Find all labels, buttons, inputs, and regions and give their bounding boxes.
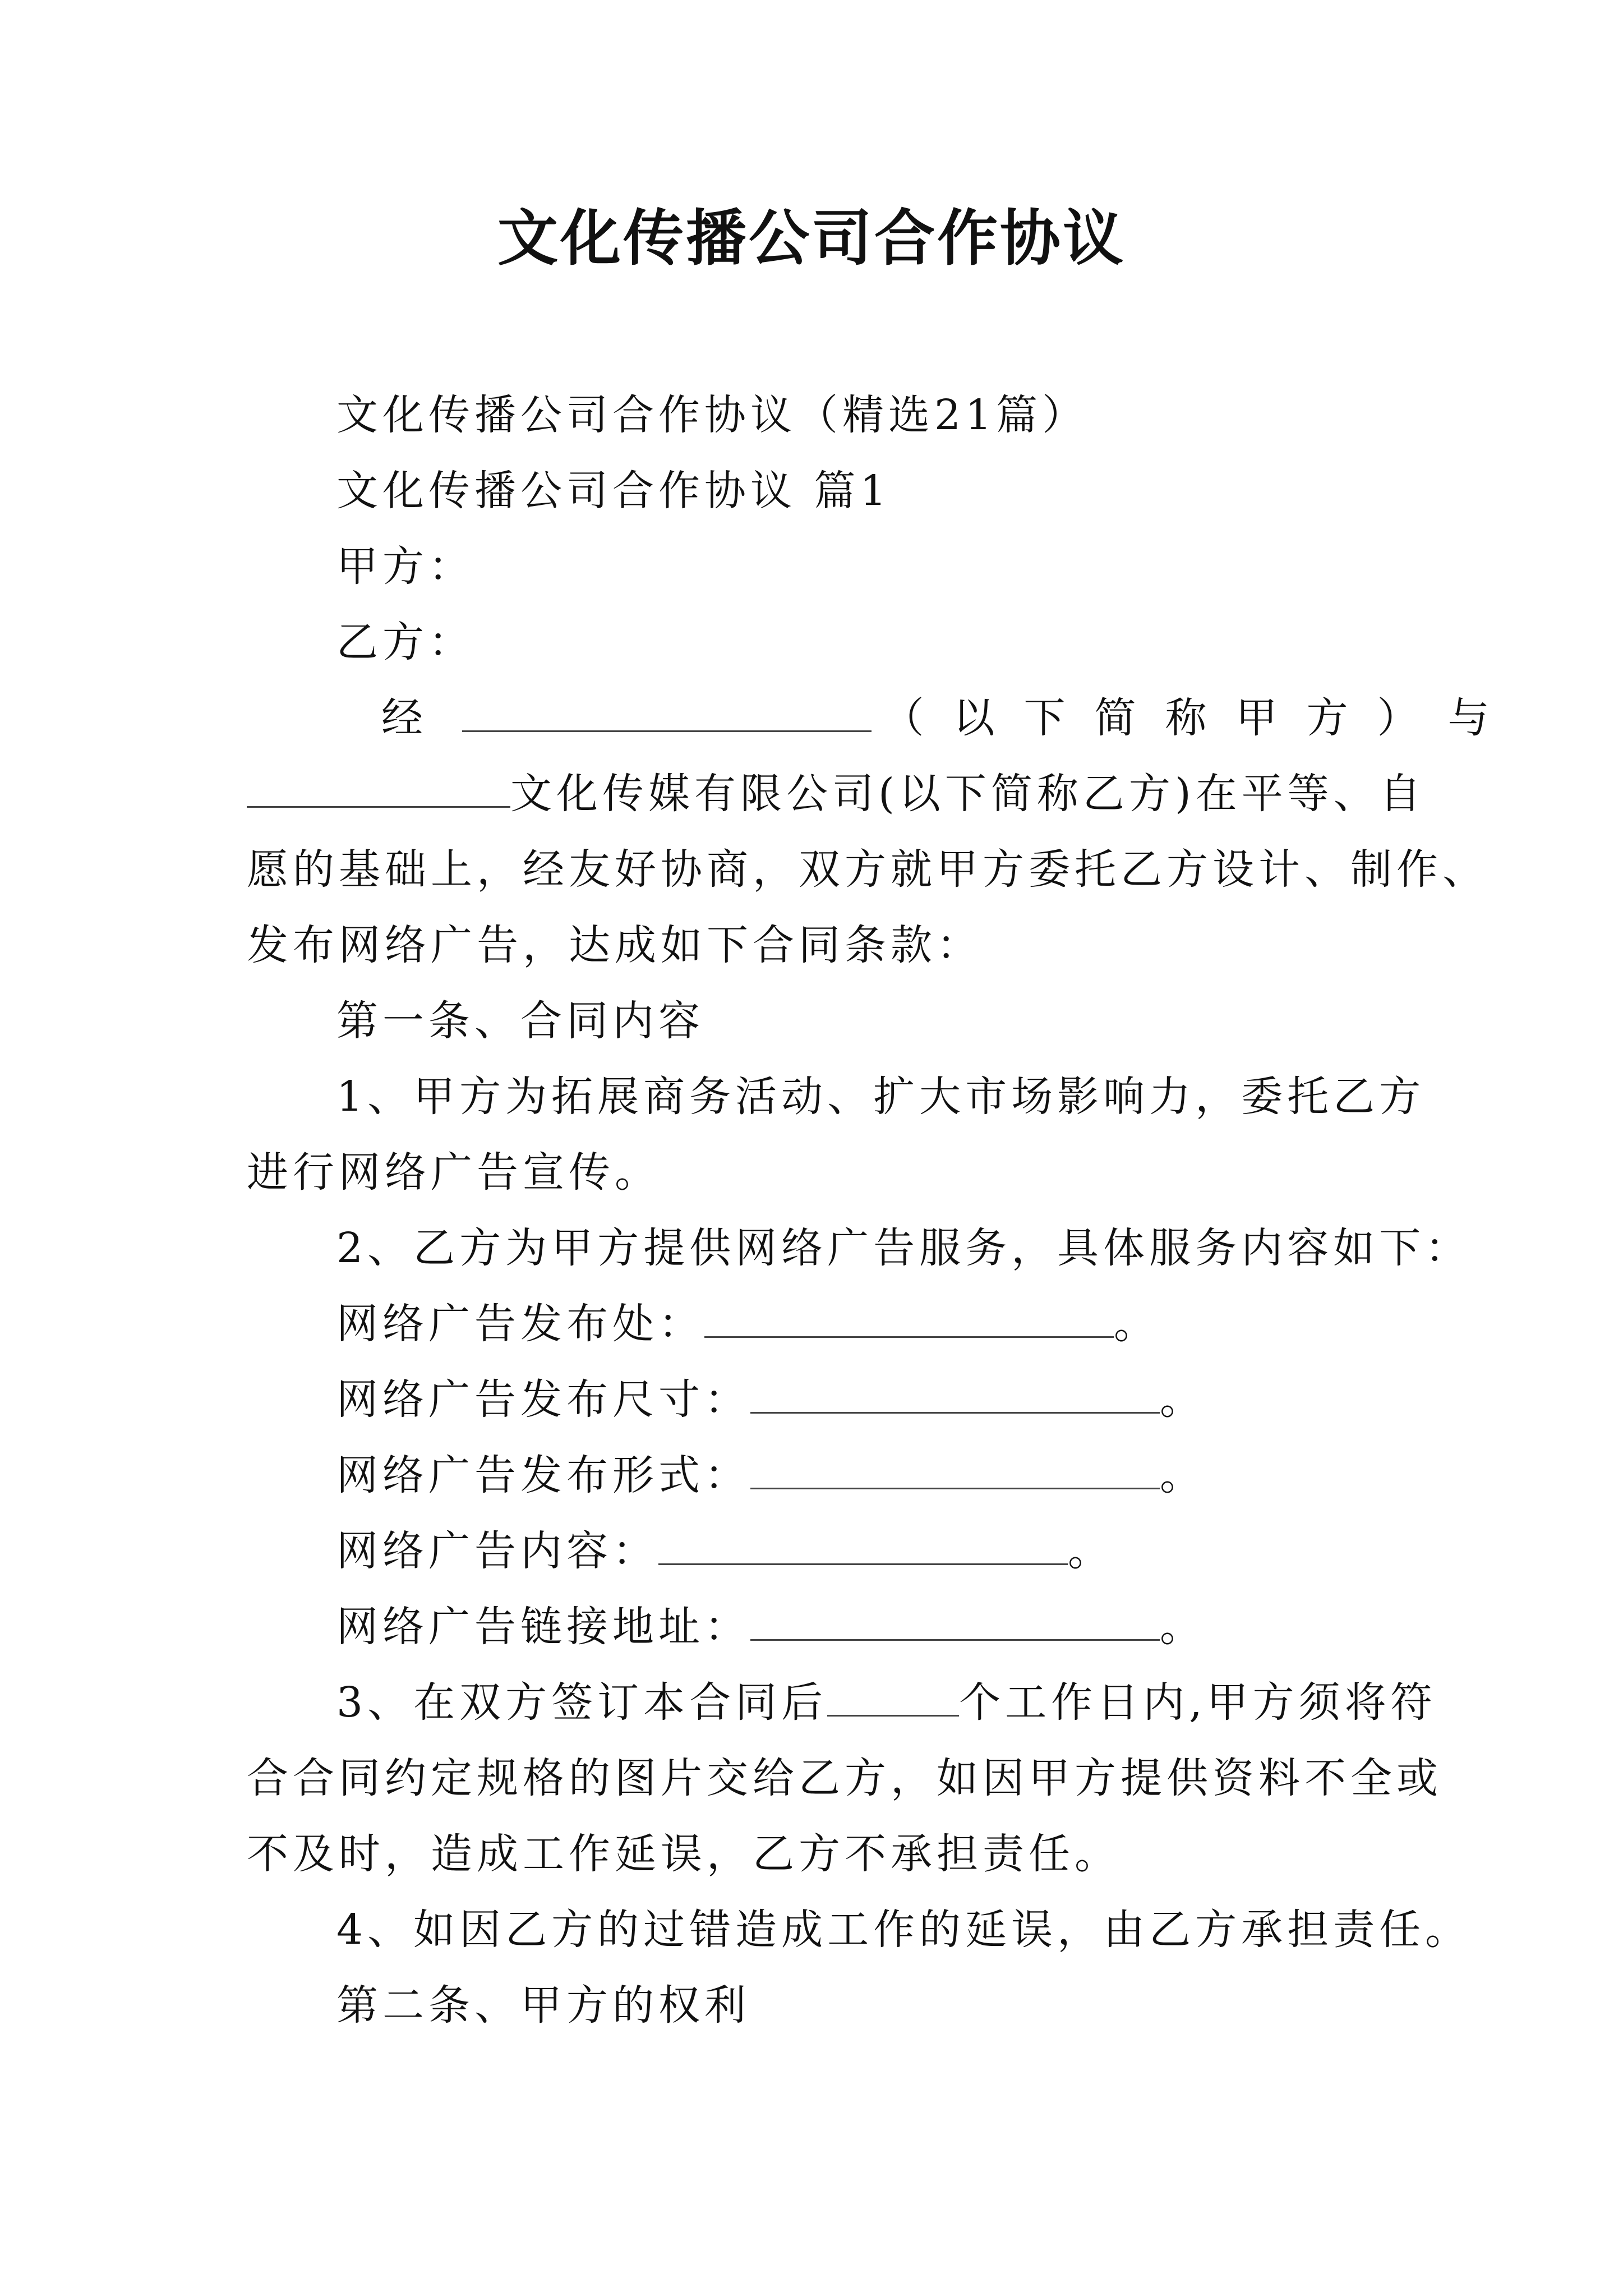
intro-spaced-text: （以下简称甲方）与: [882, 694, 1519, 742]
field-end: 。: [1160, 1375, 1206, 1424]
item-3-line-2: 合合同约定规格的图片交给乙方，如因甲方提供资料不全或: [247, 1754, 1442, 1802]
days-blank: [827, 1674, 959, 1717]
item-1-line-1: 1、甲方为拓展商务活动、扩大市场影响力，委托乙方: [336, 1073, 1426, 1121]
field-end: 。: [1160, 1451, 1206, 1499]
party-a-name-blank: [462, 690, 872, 732]
intro-line-1: [381, 690, 1519, 746]
section-heading: 文化传播公司合作协议 篇1: [336, 467, 891, 515]
field-end: 。: [1114, 1300, 1160, 1348]
field-row: [336, 1523, 1114, 1579]
field-label: 网络广告发布尺寸：: [336, 1375, 750, 1424]
item-3-line-3: 不及时，造成工作延误，乙方不承担责任。: [247, 1830, 1121, 1878]
field-row: [336, 1372, 1206, 1428]
intro-line-2-text: 文化传媒有限公司(以下简称乙方)在平等、自: [510, 770, 1426, 818]
item-2: 2、乙方为甲方提供网络广告服务，具体服务内容如下：: [336, 1224, 1472, 1272]
field-blank: [750, 1447, 1160, 1489]
field-blank: [750, 1372, 1160, 1414]
field-label: 网络广告链接地址：: [336, 1603, 750, 1651]
field-label: 网络广告发布处：: [336, 1300, 704, 1348]
field-row: [336, 1447, 1206, 1503]
party-b-name-blank: [247, 766, 510, 808]
document-subtitle: 文化传播公司合作协议（精选21篇）: [336, 391, 1089, 439]
intro-start: 经: [381, 694, 427, 742]
item-3-line-1: [336, 1674, 1437, 1731]
item-3-end: 个工作日内,甲方须将符: [959, 1678, 1437, 1727]
field-blank: [750, 1599, 1160, 1641]
item-4: 4、如因乙方的过错造成工作的延误，由乙方承担责任。: [336, 1906, 1472, 1954]
intro-line-4: 发布网络广告，达成如下合同条款：: [247, 921, 983, 969]
party-a-label: 甲方：: [336, 542, 474, 591]
field-row: [336, 1296, 1160, 1352]
document-title: 文化传播公司合作协议: [497, 203, 1126, 274]
intro-line-3: 愿的基础上，经友好协商，双方就甲方委托乙方设计、制作、: [247, 845, 1488, 894]
intro-line-2: [247, 766, 1426, 822]
field-end: 。: [1068, 1527, 1114, 1575]
field-label: 网络广告内容：: [336, 1527, 658, 1575]
field-end: 。: [1160, 1603, 1206, 1651]
field-label: 网络广告发布形式：: [336, 1451, 750, 1499]
field-row: [336, 1599, 1206, 1655]
party-b-label: 乙方：: [336, 618, 474, 666]
item-1-line-2: 进行网络广告宣传。: [247, 1148, 661, 1197]
article-2-heading: 第二条、甲方的权利: [336, 1981, 750, 2030]
article-1-heading: 第一条、合同内容: [336, 997, 704, 1045]
field-blank: [704, 1296, 1114, 1338]
item-3-start: 3、在双方签订本合同后: [336, 1678, 828, 1727]
field-blank: [658, 1523, 1068, 1565]
